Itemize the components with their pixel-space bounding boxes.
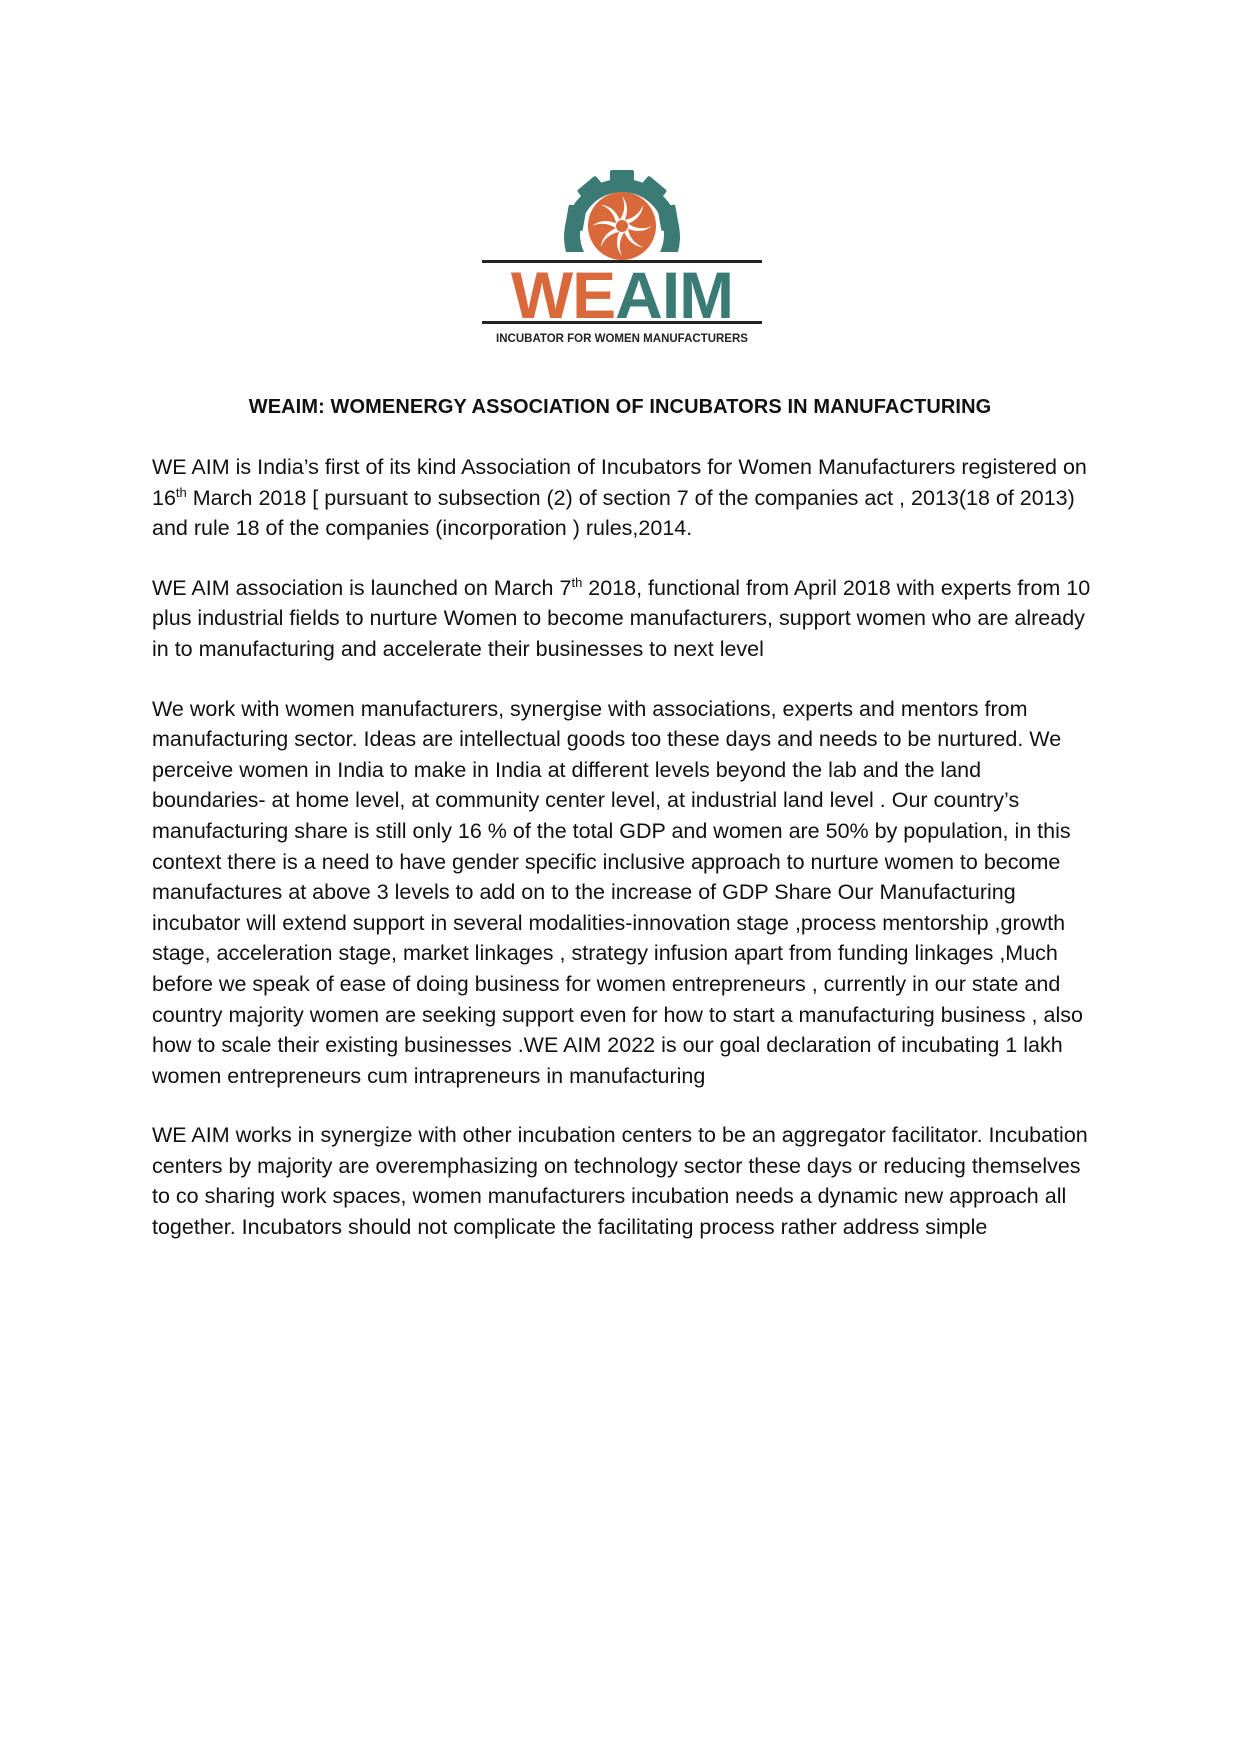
paragraph-launch — [152, 573, 1097, 665]
paragraph-registration — [152, 452, 1097, 544]
svg-text:WEAIM — [511, 258, 733, 332]
weaim-logo — [482, 168, 762, 348]
logo-wordmark-aim: AIM — [615, 258, 734, 332]
paragraph-launch-text-b: 2018, functional from April 2018 with experts from 10 plus industrial fields to nurture Women to become manufacturers, support women who are already in to manufacturing and accelerate their businesses to next level — [152, 575, 1091, 661]
ordinal-suffix: th — [175, 484, 187, 500]
document-body — [152, 452, 1097, 1272]
ordinal-suffix: th — [571, 574, 583, 590]
paragraph-mission: We work with women manufacturers, synergise with associations, experts and mentors from manufacturing sector. Ideas are intellectual goods too these days and needs to be nurtured. We perceive women in India to make in India at different levels beyond the lab and the land boundaries- at home level, at community center level, at industrial land level . Our country’s manufacturing share is still only 16 % of the total GDP and women are 50% by population, in this context there is a need to have gender specific inclusive approach to nurture women to become manufactures at above 3 levels to add on to the increase of GDP Share Our Manufacturing incubator will extend support in several modalities-innovation stage ,process mentorship ,growth stage, acceleration stage, market linkages , strategy infusion apart from funding linkages ,Much before we speak of ease of doing business for women entrepreneurs , currently in our state and country majority women are seeking support even for how to start a manufacturing business , also how to scale their existing businesses .WE AIM 2022 is our goal declaration of incubating 1 lakh women entrepreneurs cum intrapreneurs in manufacturing — [152, 696, 1083, 1088]
document-title: WEAIM: WOMENERGY ASSOCIATION OF INCUBATORS IN MANUFACTURING — [248, 396, 992, 418]
paragraph-synergy: WE AIM works in synergize with other incubation centers to be an aggregator facilitator. Incubation centers by majority are overemphasizing on technology sector these days or reducing themselves to co sharing work spaces, women manufacturers incubation needs a dynamic new approach all together. Incubators should not complicate the facilitating process rather address simple — [152, 1123, 1088, 1240]
paragraph-registration-text-b: March 2018 [ pursuant to subsection (2) of section 7 of the companies act , 2013(18 of 2013) and rule 18 of the companies (incorporation ) rules,2014. — [152, 485, 1075, 541]
paragraph-launch-text-a: WE AIM association is launched on March 7 — [152, 575, 572, 600]
logo-wordmark-we: WE — [510, 258, 616, 332]
logo-tagline: INCUBATOR FOR WOMEN MANUFACTURERS — [496, 333, 748, 345]
weaim-logo-graphic — [482, 168, 762, 348]
swirl-emblem-icon — [588, 192, 656, 260]
paragraph-registration-text-a: WE AIM is India’s first of its kind Association of Incubators for Women Manufacturers registered on 16 — [152, 455, 1087, 510]
